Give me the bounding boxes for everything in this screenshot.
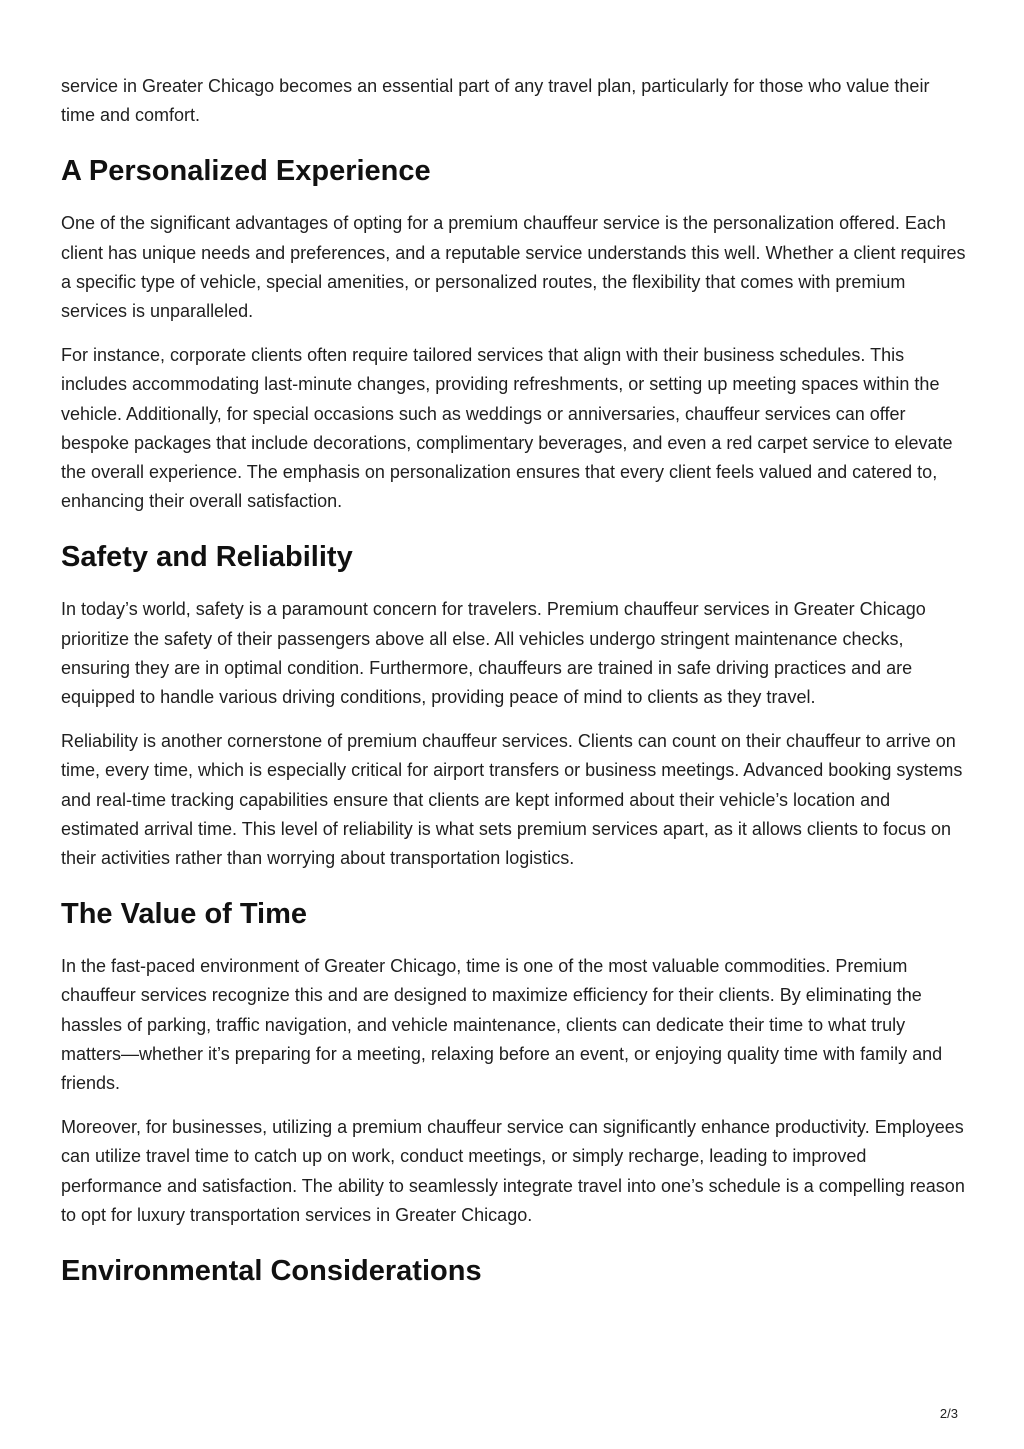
personalized-paragraph-2: For instance, corporate clients often require tailored services that align with their business schedules. This includes accommodating last-minute changes, providing refreshments, or setting up meeting spaces within the vehicle. Additionally, for special occasions such as weddings or anniversaries, chauffeur services can offer bespoke packages that include decorations, complimentary beverages, and even a red carpet service to elevate the overall experience. The emphasis on personalization ensures that every client feels valued and catered to, enhancing their overall satisfaction. — [61, 345, 953, 512]
section-heading-safety-reliability: Safety and Reliability — [61, 541, 353, 574]
section-heading-value-of-time: The Value of Time — [61, 898, 308, 931]
section-heading-personalized-experience: A Personalized Experience — [61, 155, 431, 188]
safety-paragraph-1: In today’s world, safety is a paramount concern for travelers. Premium chauffeur services in Greater Chicago prioritize the safety of their passengers above all else. All vehicles undergo stringent maintenance checks, ensuring they are in optimal condition. Furthermore, chauffeurs are trained in safe driving practices and are equipped to handle various driving conditions, providing peace of mind to clients as they travel. — [61, 599, 926, 708]
document-body — [61, 72, 966, 1309]
time-paragraph-1: In the fast-paced environment of Greater Chicago, time is one of the most valuable commodities. Premium chauffeur services recognize this and are designed to maximize efficiency for their clients. By eliminating the hassles of parking, traffic navigation, and vehicle maintenance, clients can dedicate their time to what truly matters—whether it’s preparing for a meeting, relaxing before an event, or enjoying quality time with family and friends. — [61, 956, 943, 1094]
section-heading-environmental: Environmental Considerations — [61, 1255, 482, 1288]
page-number: 2/3 — [939, 1406, 958, 1421]
time-paragraph-2: Moreover, for businesses, utilizing a premium chauffeur service can significantly enhance productivity. Employees can utilize travel time to catch up on work, conduct meetings, or simply recharge, leading to improved performance and satisfaction. The ability to seamlessly integrate travel into one’s schedule is a compelling reason to opt for luxury transportation services in Greater Chicago. — [61, 1117, 965, 1225]
personalized-paragraph-1: One of the significant advantages of opting for a premium chauffeur service is the personalization offered. Each client has unique needs and preferences, and a reputable service understands this well. Whether a client requires a specific type of vehicle, special amenities, or personalized routes, the flexibility that comes with premium services is unparalleled. — [61, 213, 966, 322]
intro-paragraph: service in Greater Chicago becomes an essential part of any travel plan, particularly for those who value their time and comfort. — [61, 76, 930, 126]
safety-paragraph-2: Reliability is another cornerstone of premium chauffeur services. Clients can count on their chauffeur to arrive on time, every time, which is especially critical for airport transfers or business meetings. Advanced booking systems and real-time tracking capabilities ensure that clients are kept informed about their vehicle’s location and estimated arrival time. This level of reliability is what sets premium services apart, as it allows clients to focus on their activities rather than worrying about transportation logistics. — [61, 731, 963, 869]
